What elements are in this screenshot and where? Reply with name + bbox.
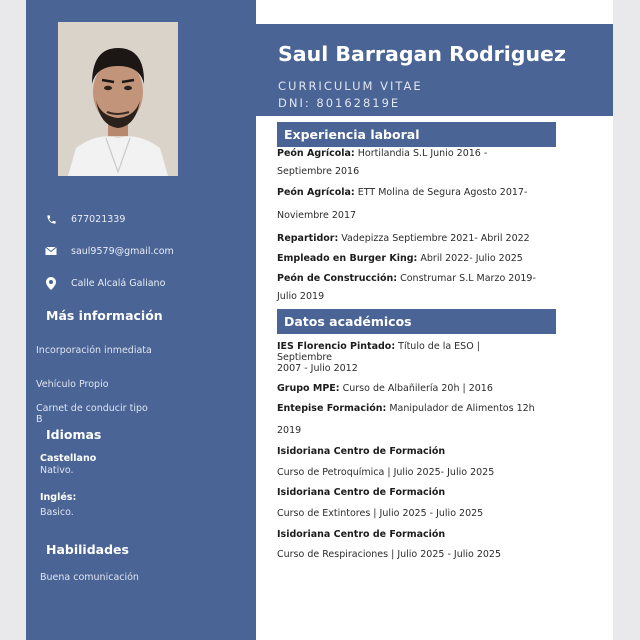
entry-title: Peón Agrícola: bbox=[277, 187, 355, 198]
entry-title: Repartidor: bbox=[277, 233, 339, 244]
phone-icon bbox=[44, 212, 58, 226]
entry-detail-cont: 2019 bbox=[277, 425, 302, 436]
more-info-item: Incorporación inmediata bbox=[36, 345, 152, 356]
skills-heading: Habilidades bbox=[46, 542, 129, 557]
entry-detail: ETT Molina de Segura Agosto 2017- bbox=[354, 187, 528, 198]
skill-item: Buena comunicación bbox=[40, 572, 139, 583]
education-heading: Datos académicos bbox=[277, 309, 556, 334]
entry-detail-cont: Septiembre 2016 bbox=[277, 166, 360, 177]
profile-photo bbox=[58, 22, 178, 176]
education-entry bbox=[277, 446, 537, 457]
entry-title: Grupo MPE: bbox=[277, 383, 340, 394]
candidate-name: Saul Barragan Rodriguez bbox=[278, 42, 566, 66]
experience-entry bbox=[277, 187, 537, 198]
entry-title: Peón de Construcción: bbox=[277, 273, 398, 284]
entry-title: Entepise Formación: bbox=[277, 403, 387, 414]
entry-detail-cont: Curso de Extintores | Julio 2025 - Julio 2025 bbox=[277, 508, 484, 519]
more-info-item: Vehículo Propio bbox=[36, 379, 109, 390]
education-entry bbox=[277, 529, 537, 540]
entry-detail-cont: Curso de Respiraciones | Julio 2025 - Julio 2025 bbox=[277, 549, 502, 560]
entry-detail: Hortilandia S.L Junio 2016 - bbox=[354, 148, 488, 159]
entry-title: IES Florencio Pintado: bbox=[277, 341, 396, 352]
more-info-heading: Más información bbox=[46, 308, 163, 323]
entry-detail-cont: Noviembre 2017 bbox=[277, 210, 357, 221]
entry-detail: Construmar S.L Marzo 2019- bbox=[397, 273, 536, 284]
entry-title: Peón Agrícola: bbox=[277, 148, 355, 159]
education-entry bbox=[277, 341, 537, 363]
mail-icon bbox=[44, 244, 58, 258]
profile-photo-illustration bbox=[58, 22, 178, 176]
language-name: Castellano bbox=[40, 453, 97, 464]
entry-title: Isidoriana Centro de Formación bbox=[277, 529, 446, 540]
phone-number: 677021339 bbox=[71, 213, 126, 225]
dni-number: DNI: 80162819E bbox=[278, 96, 401, 110]
language-name: Inglés: bbox=[40, 492, 77, 503]
contact-email bbox=[44, 243, 174, 259]
entry-detail-cont: Julio 2019 bbox=[277, 291, 325, 302]
document-subtitle: CURRICULUM VITAE bbox=[278, 79, 423, 93]
entry-title: Empleado en Burger King: bbox=[277, 253, 418, 264]
entry-detail: Título de la ESO | Septiembre bbox=[277, 341, 480, 363]
education-entry bbox=[277, 487, 537, 498]
location-pin-icon bbox=[44, 276, 58, 290]
experience-entry bbox=[277, 148, 537, 159]
more-info-item: Carnet de conducir tipo B bbox=[36, 403, 148, 425]
entry-detail-cont: Curso de Petroquímica | Julio 2025- Julio 2025 bbox=[277, 467, 495, 478]
experience-entry bbox=[277, 273, 537, 284]
education-entry bbox=[277, 403, 537, 414]
entry-detail: Abril 2022- Julio 2025 bbox=[417, 253, 523, 264]
entry-detail: Curso de Albañilería 20h | 2016 bbox=[339, 383, 493, 394]
entry-title: Isidoriana Centro de Formación bbox=[277, 487, 446, 498]
address: Calle Alcalá Galiano bbox=[71, 277, 166, 289]
entry-detail: Vadepizza Septiembre 2021- Abril 2022 bbox=[338, 233, 530, 244]
languages-heading: Idiomas bbox=[46, 427, 102, 442]
experience-entry bbox=[277, 253, 537, 264]
education-entry bbox=[277, 383, 537, 394]
experience-entry bbox=[277, 233, 537, 244]
language-level: Nativo. bbox=[40, 465, 74, 476]
contact-phone bbox=[44, 211, 125, 227]
contact-address bbox=[44, 275, 165, 291]
entry-detail-cont: 2007 - Julio 2012 bbox=[277, 363, 358, 374]
entry-title: Isidoriana Centro de Formación bbox=[277, 446, 446, 457]
email-address: saul9579@gmail.com bbox=[71, 245, 174, 257]
entry-detail: Manipulador de Alimentos 12h bbox=[386, 403, 535, 414]
experience-heading: Experiencia laboral bbox=[277, 122, 556, 147]
top-strip bbox=[256, 0, 613, 24]
language-level: Basico. bbox=[40, 507, 74, 518]
